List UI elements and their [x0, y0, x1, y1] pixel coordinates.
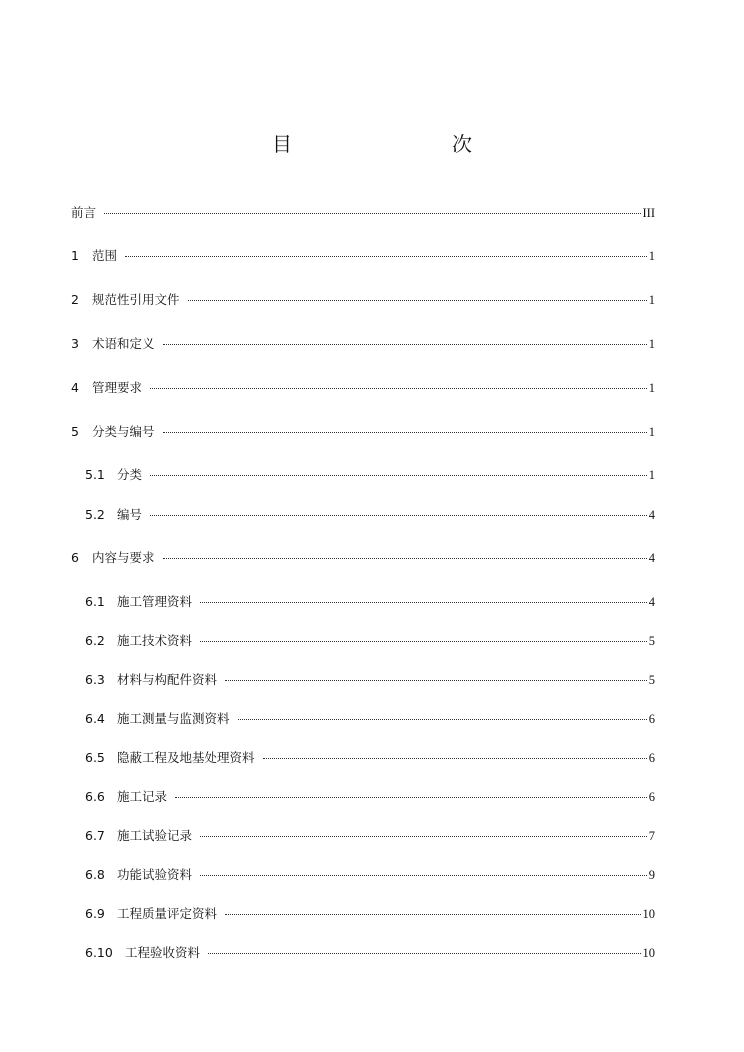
- toc-entry-number: 1: [71, 248, 79, 263]
- toc-entry-number: 6.5: [85, 750, 105, 765]
- toc-entry-number: 2: [71, 292, 79, 307]
- toc-leader-dots: [175, 797, 647, 798]
- toc-entry-number: 6.3: [85, 672, 105, 687]
- toc-entry-label: 工程验收资料: [125, 945, 201, 960]
- toc-entry-number: 6.6: [85, 789, 105, 804]
- toc-entry-page: 1: [648, 468, 655, 482]
- toc-entry-2[interactable]: [71, 291, 655, 309]
- toc-entry-page: 10: [642, 907, 655, 921]
- toc-entry-page: 1: [648, 337, 655, 351]
- toc-leader-dots: [225, 914, 640, 915]
- toc-leader-dots: [150, 388, 647, 389]
- toc-leader-dots: [125, 256, 647, 257]
- toc-entry-label: 范围: [92, 248, 118, 263]
- toc-entry-6-8[interactable]: [85, 866, 655, 884]
- toc-entry-label: 施工测量与监测资料: [117, 711, 230, 726]
- toc-entry-label: 施工技术资料: [117, 633, 193, 648]
- toc-entry-number: 5: [71, 424, 79, 439]
- page-title: 目 次: [272, 132, 512, 156]
- toc-leader-dots: [163, 432, 647, 433]
- toc-entry-page: 6: [648, 790, 655, 804]
- toc-entry-page: 1: [648, 249, 655, 263]
- toc-entry-number: 6.9: [85, 906, 105, 921]
- toc-entry-6[interactable]: [71, 549, 655, 567]
- toc-entry-4[interactable]: [71, 379, 655, 397]
- toc-entry-label: 规范性引用文件: [92, 292, 180, 307]
- toc-entry-page: 4: [648, 508, 655, 522]
- toc-entry-label: 施工试验记录: [117, 828, 193, 843]
- toc-entry-page: 1: [648, 293, 655, 307]
- toc-entry-label: 分类: [117, 467, 143, 482]
- toc-entry-page: 10: [642, 946, 655, 960]
- toc-entry-page: 6: [648, 751, 655, 765]
- toc-entry-5-2[interactable]: [85, 506, 655, 524]
- toc-entry-label: 施工记录: [117, 789, 168, 804]
- toc-entry-number: 5.1: [85, 467, 105, 482]
- toc-entry-6-5[interactable]: [85, 749, 655, 767]
- toc-leader-dots: [200, 641, 647, 642]
- toc-entry-page: 6: [648, 712, 655, 726]
- toc-entry-page: III: [642, 206, 655, 220]
- toc-entry-label: 施工管理资料: [117, 594, 193, 609]
- toc-entry-6-10[interactable]: [85, 944, 655, 962]
- toc-leader-dots: [150, 475, 647, 476]
- toc-entry-foreword[interactable]: [71, 204, 655, 222]
- toc-entry-label: 功能试验资料: [117, 867, 193, 882]
- toc-leader-dots: [200, 875, 647, 876]
- toc-leader-dots: [200, 602, 647, 603]
- toc-leader-dots: [200, 836, 647, 837]
- toc-entry-number: 4: [71, 380, 79, 395]
- toc-leader-dots: [188, 300, 647, 301]
- toc-entry-number: 6.8: [85, 867, 105, 882]
- toc-entry-number: 6: [71, 550, 79, 565]
- toc-entry-page: 4: [648, 551, 655, 565]
- toc-entry-5-1[interactable]: [85, 466, 655, 484]
- toc-entry-number: 5.2: [85, 507, 105, 522]
- toc-entry-6-7[interactable]: [85, 827, 655, 845]
- toc-entry-page: 5: [648, 634, 655, 648]
- toc-entry-5[interactable]: [71, 423, 655, 441]
- toc-entry-label: 隐蔽工程及地基处理资料: [117, 750, 255, 765]
- toc-entry-1[interactable]: [71, 247, 655, 265]
- toc-entry-number: 3: [71, 336, 79, 351]
- toc-entry-number: 6.7: [85, 828, 105, 843]
- toc-entry-label: 编号: [117, 507, 143, 522]
- toc-entry-6-6[interactable]: [85, 788, 655, 806]
- toc-leader-dots: [263, 758, 647, 759]
- toc-entry-page: 1: [648, 425, 655, 439]
- toc-entry-6-3[interactable]: [85, 671, 655, 689]
- toc-entry-number: 6.4: [85, 711, 105, 726]
- toc-leader-dots: [238, 719, 647, 720]
- toc-entry-label: 材料与构配件资料: [117, 672, 218, 687]
- toc-entry-label: 内容与要求: [92, 550, 155, 565]
- toc-entry-page: 1: [648, 381, 655, 395]
- toc-entry-page: 4: [648, 595, 655, 609]
- toc-entry-6-1[interactable]: [85, 593, 655, 611]
- toc-entry-label: 管理要求: [92, 380, 143, 395]
- toc-entry-label: 分类与编号: [92, 424, 155, 439]
- toc-entry-label: 术语和定义: [92, 336, 155, 351]
- toc-entry-label: 前言: [71, 205, 97, 220]
- toc-entry-page: 7: [648, 829, 655, 843]
- toc-entry-number: 6.1: [85, 594, 105, 609]
- toc-entry-page: 5: [648, 673, 655, 687]
- toc-entry-3[interactable]: [71, 335, 655, 353]
- toc-leader-dots: [163, 344, 647, 345]
- toc-leader-dots: [225, 680, 647, 681]
- toc-leader-dots: [208, 953, 640, 954]
- toc-leader-dots: [163, 558, 647, 559]
- toc-entry-6-9[interactable]: [85, 905, 655, 923]
- toc-entry-number: 6.2: [85, 633, 105, 648]
- toc-entry-page: 9: [648, 868, 655, 882]
- toc-entry-6-2[interactable]: [85, 632, 655, 650]
- toc-entry-label: 工程质量评定资料: [117, 906, 218, 921]
- toc-leader-dots: [104, 213, 640, 214]
- toc-entry-6-4[interactable]: [85, 710, 655, 728]
- toc-entry-number: 6.10: [85, 945, 113, 960]
- toc-leader-dots: [150, 515, 647, 516]
